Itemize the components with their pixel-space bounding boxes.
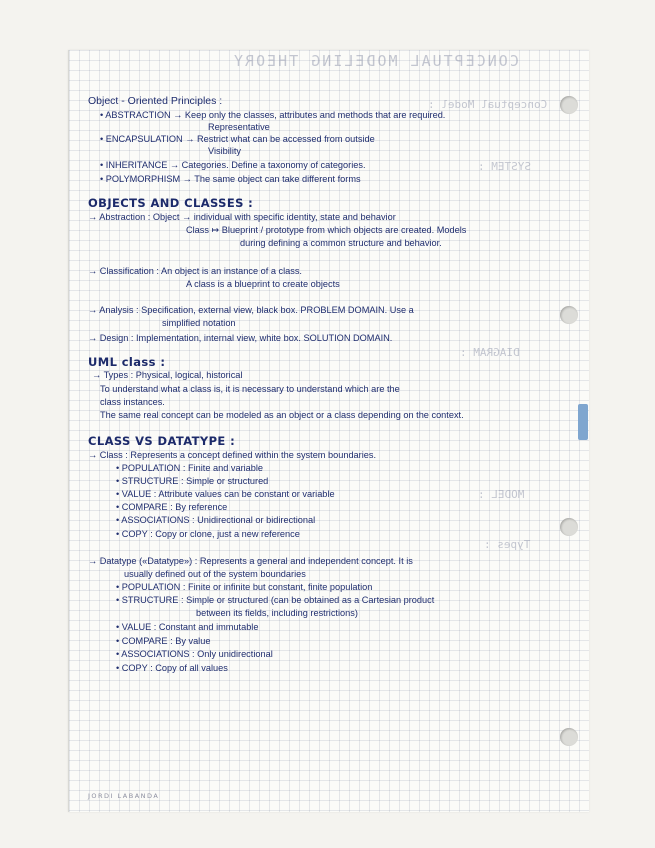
binder-hole: [560, 96, 578, 114]
page-footer: JORDI LABANDA: [88, 792, 160, 800]
datatype-item: • VALUE : Constant and immutable: [116, 622, 259, 632]
binder-hole: [560, 728, 578, 746]
datatype-item: • COMPARE : By value: [116, 636, 211, 646]
class-item: • COMPARE : By reference: [116, 502, 228, 512]
class-item: • VALUE : Attribute values can be constant or variable: [116, 489, 335, 499]
binder-hole: [560, 518, 578, 536]
ghost-conceptual-model: Conceptual Model :: [428, 98, 548, 111]
uml-item: To understand what a class is, it is necessary to understand which are the: [100, 384, 400, 394]
class-item: • COPY : Copy or clone, just a new reference: [116, 529, 300, 539]
class-item: → Class : Represents a concept defined within the system boundaries.: [88, 450, 377, 460]
ghost-system: SYSTEM :: [478, 160, 531, 173]
oc-item: Class ↦ Blueprint / prototype from which objects are created. Models: [186, 225, 467, 235]
uml-item: → Types : Physical, logical, historical: [92, 370, 243, 380]
ghost-types: Types :: [484, 538, 531, 551]
datatype-item: → Datatype («Datatype») : Represents a general and independent concept. It is: [88, 556, 413, 566]
oo-item: • ABSTRACTION → Keep only the classes, attributes and methods that are required.: [100, 110, 446, 120]
ghost-diagram: DIAGRAM :: [460, 346, 520, 359]
oc-item: → Design : Implementation, internal view, white box. SOLUTION DOMAIN.: [88, 333, 393, 343]
objects-classes-heading: OBJECTS AND CLASSES :: [88, 196, 254, 210]
oc-item: → Analysis : Specification, external view, black box. PROBLEM DOMAIN. Use a: [88, 305, 414, 315]
oo-item: • INHERITANCE → Categories. Define a taxonomy of categories.: [100, 160, 366, 170]
uml-item: class instances.: [100, 397, 165, 407]
oo-item: • POLYMORPHISM → The same object can take different forms: [100, 174, 361, 184]
oc-item: A class is a blueprint to create objects: [186, 279, 340, 289]
uml-class-heading: UML class :: [88, 355, 166, 369]
oo-principles-heading: Object - Oriented Principles :: [88, 95, 223, 107]
class-vs-datatype-heading: CLASS VS DATATYPE :: [88, 434, 236, 448]
datatype-item: between its fields, including restrictions): [196, 608, 358, 618]
datatype-item: • POPULATION : Finite or infinite but constant, finite population: [116, 582, 373, 592]
oc-item: simplified notation: [162, 318, 236, 328]
class-item: • POPULATION : Finite and variable: [116, 463, 264, 473]
oc-item: → Classification : An object is an instance of a class.: [88, 266, 302, 276]
uml-item: The same real concept can be modeled as an object or a class depending on the context.: [100, 410, 464, 420]
ghost-model: MODEL :: [478, 488, 525, 501]
oc-item: → Abstraction : Object → individual with specific identity, state and behavior: [88, 212, 396, 222]
datatype-item: • COPY : Copy of all values: [116, 663, 228, 673]
datatype-item: • ASSOCIATIONS : Only unidirectional: [116, 649, 273, 659]
oo-item: Visibility: [208, 146, 242, 156]
oc-item: during defining a common structure and behavior.: [240, 238, 442, 248]
oo-item: • ENCAPSULATION → Restrict what can be accessed from outside: [100, 134, 375, 144]
oo-item: Representative: [208, 122, 270, 132]
page-tab-marker: [578, 404, 588, 440]
class-item: • STRUCTURE : Simple or structured: [116, 476, 269, 486]
class-item: • ASSOCIATIONS : Unidirectional or bidirectional: [116, 515, 316, 525]
ghost-title: CONCEPTUAL MODELING THEORY: [232, 52, 519, 70]
datatype-item: • STRUCTURE : Simple or structured (can be obtained as a Cartesian product: [116, 595, 435, 605]
datatype-item: usually defined out of the system boundaries: [124, 569, 306, 579]
binder-hole: [560, 306, 578, 324]
